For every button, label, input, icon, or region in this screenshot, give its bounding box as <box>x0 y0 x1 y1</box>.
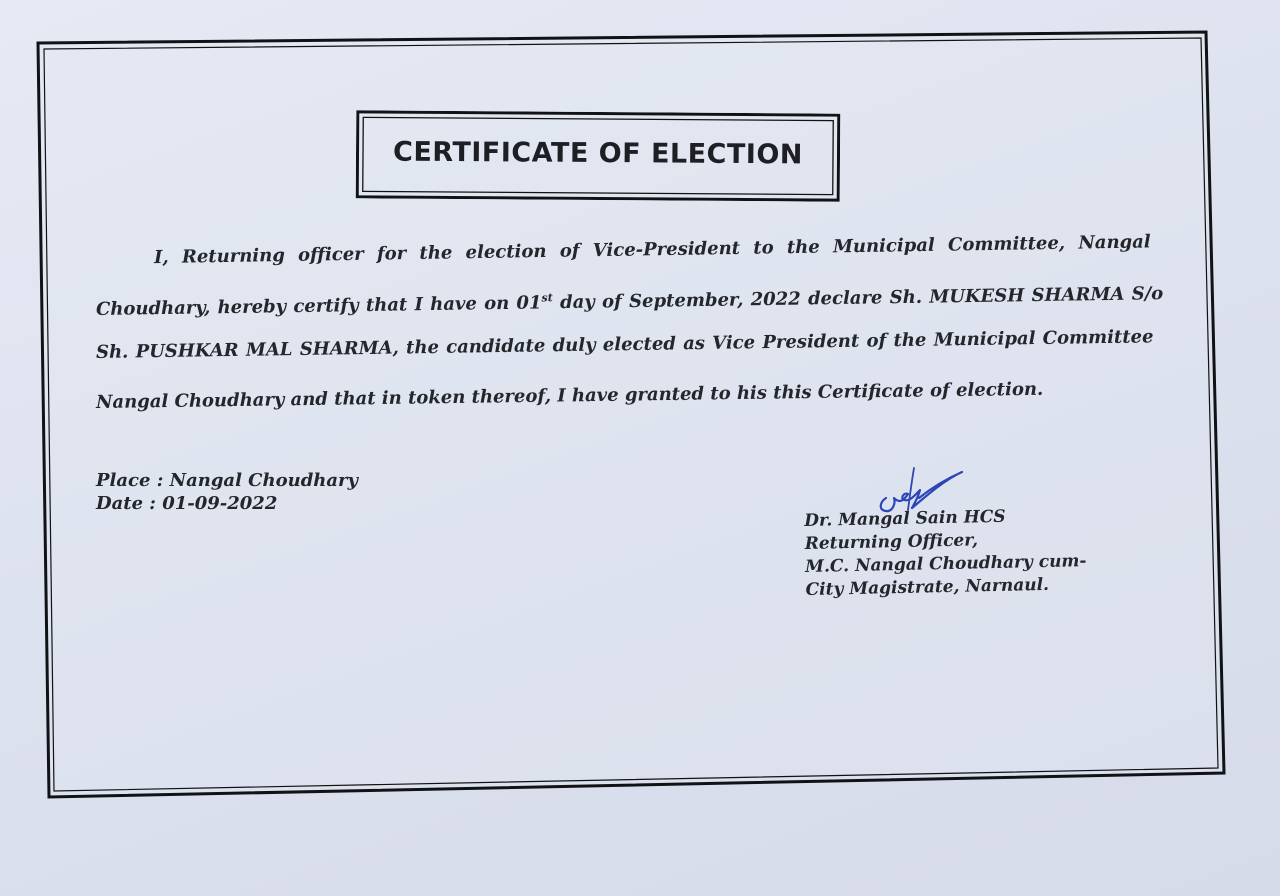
signatory-name: Dr. Mangal Sain HCS <box>804 506 1006 531</box>
date-line: Date : 01-09-2022 <box>96 493 278 514</box>
line-2-start: Choudhary, hereby certify that I have on 01 <box>95 292 542 320</box>
signatory-designation-3: City Magistrate, Narnaul. <box>805 574 1050 600</box>
signatory-block <box>804 504 1087 602</box>
ordinal-suffix: st <box>541 291 553 305</box>
paragraph-line-4: Nangal Choudhary and that in token thereof, I have granted to his this Certificate of election. <box>95 378 1044 413</box>
paragraph-line-3: Sh. PUSHKAR MAL SHARMA, the candidate duly elected as Vice President of the Municipal Committee <box>95 326 1154 363</box>
title-box <box>356 110 841 201</box>
certificate-title: CERTIFICATE OF ELECTION <box>392 136 804 171</box>
signatory-designation-1: Returning Officer, <box>804 530 979 554</box>
place-line: Place : Nangal Choudhary <box>96 470 358 491</box>
signatory-designation-2: M.C. Nangal Choudhary cum- <box>804 551 1087 577</box>
line-2-end: day of September, 2022 declare Sh. MUKESH SHARMA S/o <box>552 283 1164 314</box>
paragraph-line-1: I, Returning officer for the election of Vice-President to the Municipal Committee, Nangal <box>153 231 1151 269</box>
